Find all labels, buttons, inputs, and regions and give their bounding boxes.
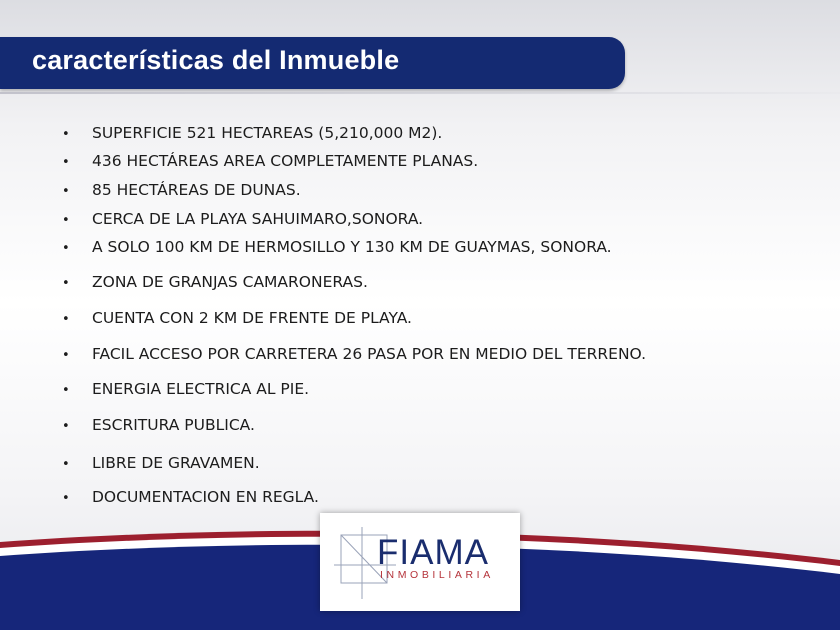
bullet-icon: • [62,383,70,398]
feature-item [62,309,412,327]
bullet-icon: • [62,276,70,291]
slide-title: características del Inmueble [32,45,400,75]
bullet-icon: • [62,241,70,256]
feature-text: ESCRITURA PUBLICA. [92,416,255,434]
feature-text: FACIL ACCESO POR CARRETERA 26 PASA POR EN MEDIO DEL TERRENO. [92,345,647,363]
bullet-icon: • [62,419,70,434]
feature-text: CERCA DE LA PLAYA SAHUIMARO,SONORA. [92,210,424,228]
logo-name: FIAMA [377,533,489,572]
title-banner [0,37,625,89]
feature-item [62,488,319,506]
logo-subtitle: INMOBILIARIA [380,569,494,581]
feature-item [62,416,255,434]
feature-item [62,238,612,256]
feature-text: LIBRE DE GRAVAMEN. [92,454,260,472]
feature-item [62,152,478,170]
bullet-icon: • [62,127,70,142]
feature-text: 436 HECTÁREAS AREA COMPLETAMENTE PLANAS. [92,152,479,170]
feature-item [62,345,646,363]
feature-text: DOCUMENTACION EN REGLA. [92,488,319,506]
company-logo [320,513,520,611]
feature-item [62,380,309,398]
feature-text: 85 HECTÁREAS DE DUNAS. [92,181,301,199]
feature-item [62,181,301,199]
bullet-icon: • [62,491,70,506]
feature-item [62,273,368,291]
bullet-icon: • [62,312,70,327]
bullet-icon: • [62,213,70,228]
feature-text: ZONA DE GRANJAS CAMARONERAS. [92,273,368,291]
bullet-icon: • [62,348,70,363]
feature-item [62,454,260,472]
bullet-icon: • [62,457,70,472]
feature-item [62,124,442,142]
feature-item [62,210,423,228]
title-divider [0,92,840,94]
bullet-icon: • [62,184,70,199]
feature-text: ENERGIA ELECTRICA AL PIE. [92,380,310,398]
feature-text: CUENTA CON 2 KM DE FRENTE DE PLAYA. [92,309,412,327]
feature-text: A SOLO 100 KM DE HERMOSILLO Y 130 KM DE GUAYMAS, SONORA. [92,238,612,256]
bullet-icon: • [62,155,70,170]
feature-text: SUPERFICIE 521 HECTAREAS (5,210,000 M2). [92,124,443,142]
